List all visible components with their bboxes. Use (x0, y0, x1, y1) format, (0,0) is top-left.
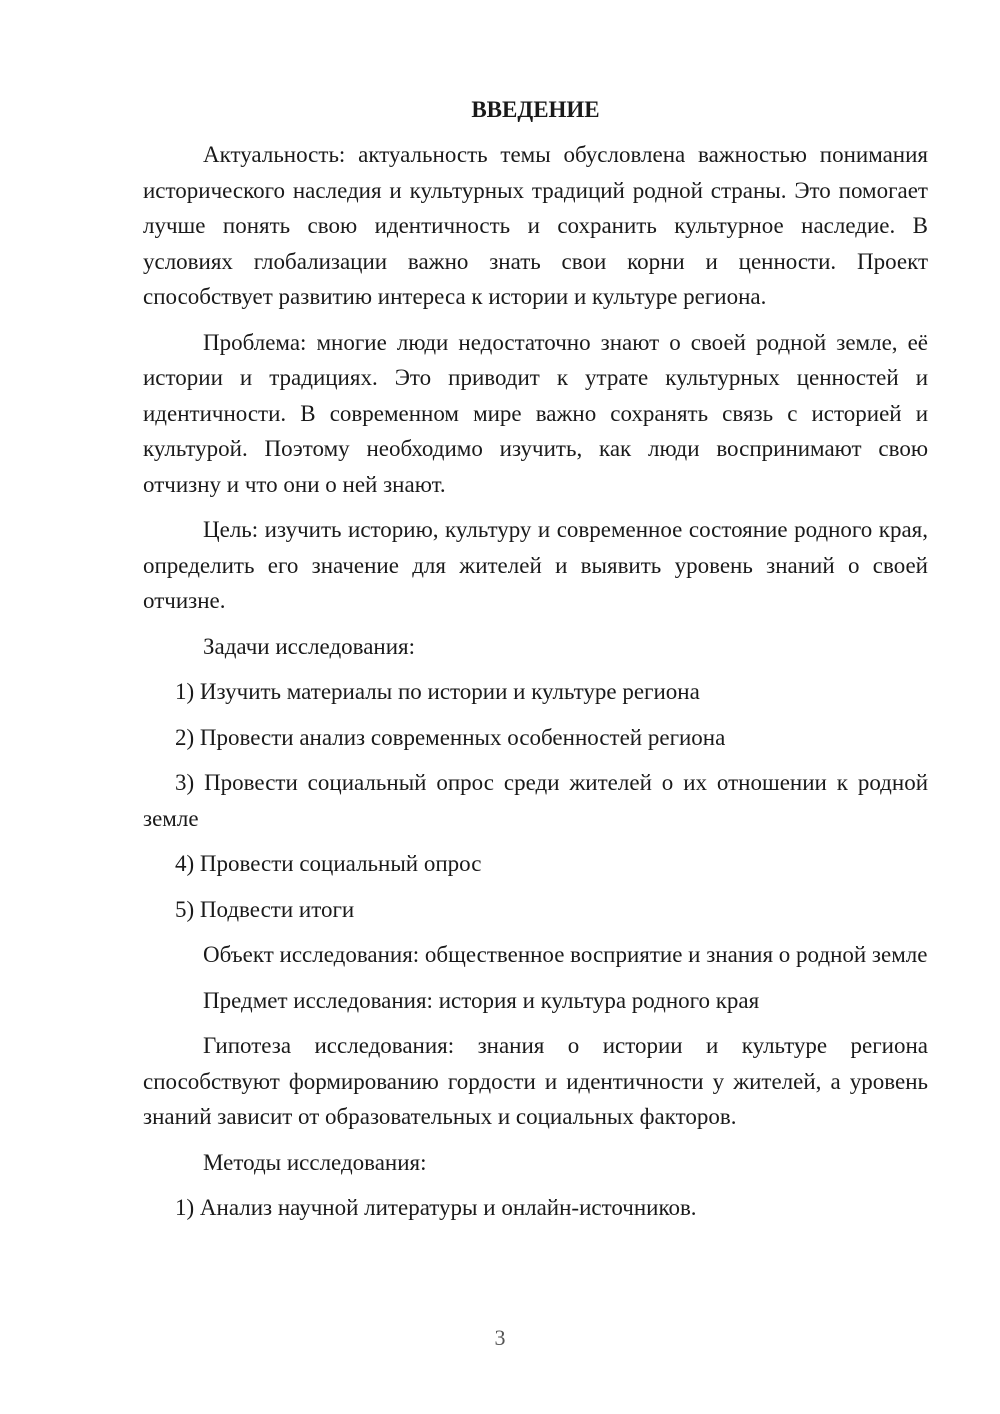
task-item-4: 4) Провести социальный опрос (175, 851, 482, 876)
task-item-3: 3) Провести социальный опрос среди жителей о их отношении к родной земле (143, 770, 928, 831)
task-item-2: 2) Провести анализ современных особенностей региона (175, 724, 726, 750)
task-item-5: 5) Подвести итоги (175, 896, 355, 922)
task-item-1: 1) Изучить материалы по истории и культуре региона (175, 679, 700, 704)
tasks-heading: Задачи исследования: (203, 633, 416, 659)
method-item-1: 1) Анализ научной литературы и онлайн-источников. (175, 1195, 697, 1220)
paragraph-subject: Предмет исследования: история и культура родного края (203, 987, 760, 1013)
paragraph-goal: Цель: изучить историю, культуру и современное состояние родного края, определить его значение для жителей и выявить уровень знаний о своей отчизне. (143, 517, 928, 613)
methods-heading: Методы исследования: (203, 1149, 427, 1175)
document-page (143, 92, 928, 1236)
paragraph-object: Объект исследования: общественное восприятие и знания о родной земле (203, 942, 928, 967)
page-number: 3 (494, 1325, 506, 1350)
paragraph-relevance: Актуальность: актуальность темы обусловлена важностью понимания исторического наследия и культурных традиций родной страны. Это помогает лучше понять свою идентичность и сохранить культурное наследие. В условиях глобализации важно знать свои корни и ценности. Проект способствует развитию интереса к истории и культуре региона. (143, 142, 928, 309)
paragraph-problem: Проблема: многие люди недостаточно знают о своей родной земле, её истории и традициях. Это приводит к утрате культурных ценностей и идентичности. В современном мире важно сохранять связь с историей и культурой. Поэтому необходимо изучить, как люди воспринимают свою отчизну и что они о ней знают. (143, 329, 928, 497)
document-title: ВВЕДЕНИЕ (471, 97, 600, 122)
paragraph-hypothesis: Гипотеза исследования: знания о истории и культуре региона способствуют формированию гордости и идентичности у жителей, а уровень знаний зависит от образовательных и социальных факторов. (143, 1033, 928, 1129)
